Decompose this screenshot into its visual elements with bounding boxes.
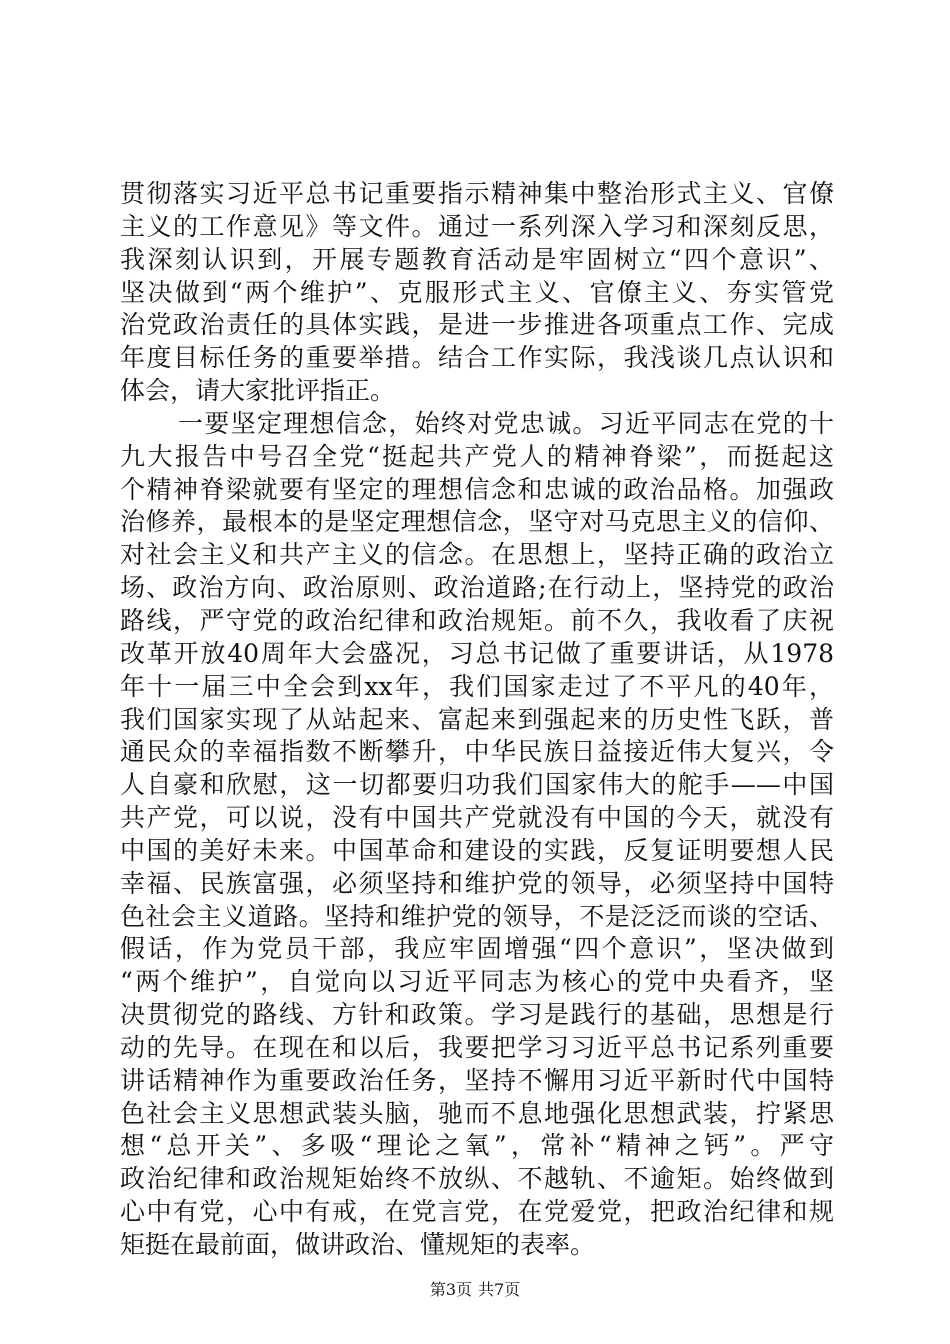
- paragraph-ideals: [120, 408, 834, 1262]
- text-line: 讲话精神作为重要政治任务，坚持不懈用习近平新时代中国特: [120, 1065, 834, 1095]
- text-line: 路线，严守党的政治纪律和政治规矩。前不久，我收看了庆祝: [120, 605, 834, 635]
- text-line: 通民众的幸福指数不断攀升，中华民族日益接近伟大复兴，令: [120, 737, 834, 767]
- text-line: 动的先导。在现在和以后，我要把学习习近平总书记系列重要: [120, 1032, 834, 1062]
- text-line: 我们国家实现了从站起来、富起来到强起来的历史性飞跃，普: [120, 704, 834, 734]
- page-total: 共7页: [478, 1280, 521, 1299]
- text-line: 贯彻落实习近平总书记重要指示精神集中整治形式主义、官僚: [120, 179, 834, 208]
- text-line: 坚决做到“两个维护”、克服形式主义、官僚主义、夯实管党: [120, 277, 834, 307]
- body-text: [120, 178, 834, 1262]
- text-line: 想“总开关”、多吸“理论之氧”，常补“精神之钙”。严守: [120, 1131, 834, 1161]
- text-line: 个精神脊梁就要有坚定的理想信念和忠诚的政治品格。加强政: [120, 474, 834, 504]
- text-line: 一要坚定理想信念，始终对党忠诚。习近平同志在党的十: [178, 408, 834, 438]
- text-line: 色社会主义道路。坚持和维护党的领导，不是泛泛而谈的空话、: [120, 901, 834, 931]
- text-line: “两个维护”，自觉向以习近平同志为核心的党中央看齐，坚: [120, 967, 834, 997]
- text-line: 主义的工作意见》等文件。通过一系列深入学习和深刻反思，: [120, 211, 834, 241]
- text-line: 决贯彻党的路线、方针和政策。学习是践行的基础，思想是行: [120, 1000, 834, 1030]
- text-line: 治党政治责任的具体实践，是进一步推进各项重点工作、完成: [120, 310, 834, 340]
- text-line: 人自豪和欣慰，这一切都要归功我们国家伟大的舵手——中国: [120, 770, 834, 800]
- text-line: 年十一届三中全会到xx年，我们国家走过了不平凡的40年，: [120, 671, 834, 701]
- text-line: 幸福、民族富强，必须坚持和维护党的领导，必须坚持中国特: [120, 868, 834, 898]
- text-line: 色社会主义思想武装头脑，驰而不息地强化思想武装，拧紧思: [120, 1098, 834, 1128]
- text-line: 心中有党，心中有戒，在党言党，在党爱党，把政治纪律和规: [120, 1197, 834, 1227]
- text-line: 我深刻认识到，开展专题教育活动是牢固树立“四个意识”、: [120, 244, 834, 274]
- text-line: 九大报告中号召全党“挺起共产党人的精神脊梁”，而挺起这: [120, 441, 834, 471]
- paragraph-intro: [120, 178, 834, 408]
- text-line: 体会，请大家批评指正。: [120, 376, 396, 406]
- page-number: 第3页: [429, 1280, 472, 1299]
- text-line: 假话，作为党员干部，我应牢固增强“四个意识”，坚决做到: [120, 934, 834, 964]
- text-line: 改革开放40周年大会盛况，习总书记做了重要讲话，从1978: [120, 638, 834, 668]
- page-footer: [0, 1277, 950, 1300]
- text-line: 年度目标任务的重要举措。结合工作实际，我浅谈几点认识和: [120, 343, 834, 373]
- text-line: 场、政治方向、政治原则、政治道路;在行动上，坚持党的政治: [120, 573, 834, 603]
- text-line: 矩挺在最前面，做讲政治、懂规矩的表率。: [120, 1230, 596, 1259]
- text-line: 中国的美好未来。中国革命和建设的实践，反复证明要想人民: [120, 835, 834, 865]
- text-line: 共产党，可以说，没有中国共产党就没有中国的今天，就没有: [120, 803, 834, 833]
- text-line: 治修养，最根本的是坚定理想信念，坚守对马克思主义的信仰、: [120, 507, 834, 537]
- text-line: 政治纪律和政治规矩始终不放纵、不越轨、不逾矩。始终做到: [120, 1164, 834, 1194]
- text-line: 对社会主义和共产主义的信念。在思想上，坚持正确的政治立: [120, 540, 834, 570]
